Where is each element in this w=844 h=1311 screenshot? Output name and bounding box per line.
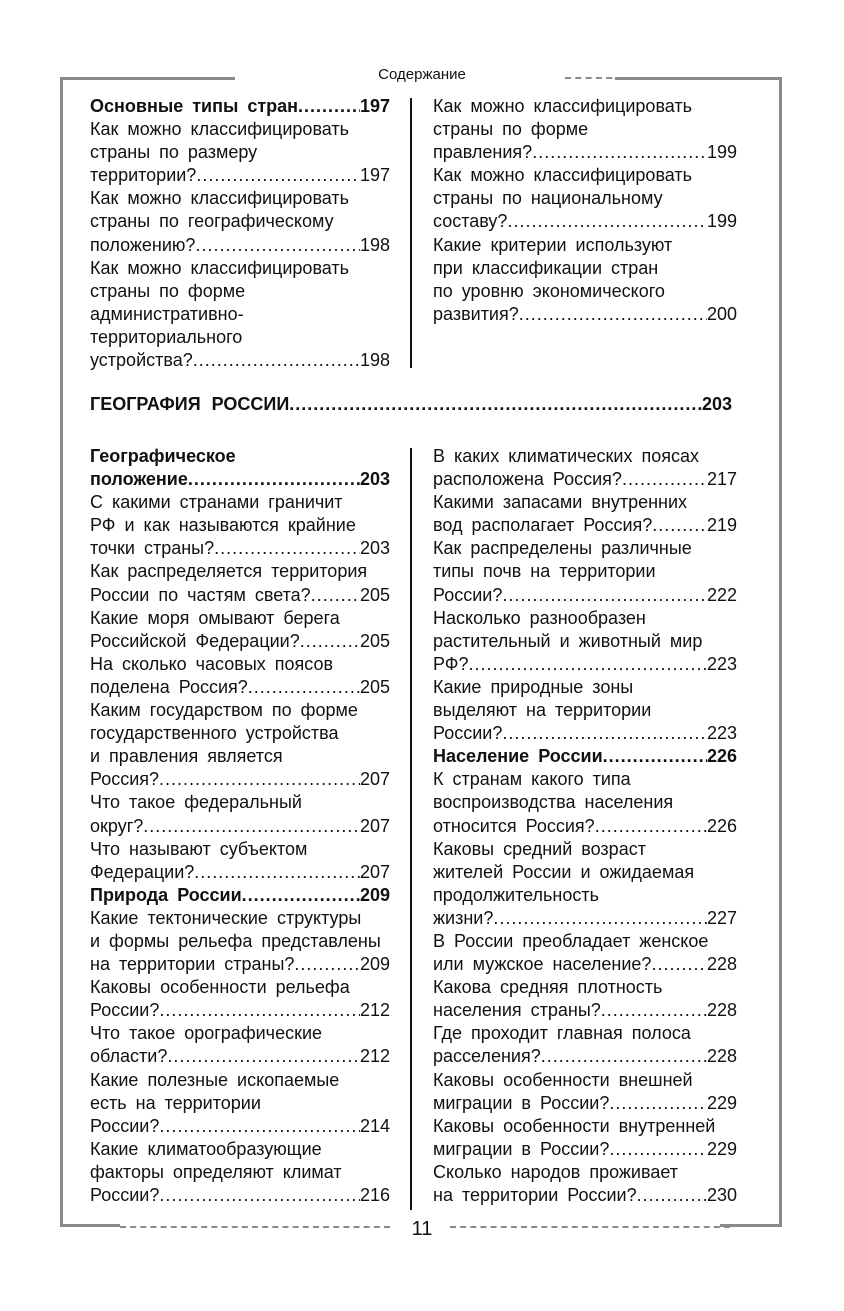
toc-entry-line <box>90 95 390 118</box>
toc-entry[interactable] <box>90 607 390 653</box>
toc-entry-line <box>90 607 390 630</box>
toc-entry-page: 217 <box>706 469 737 490</box>
toc-entry-line <box>90 468 390 491</box>
toc-entry[interactable] <box>433 491 737 537</box>
toc-entry-page: 226 <box>706 815 737 836</box>
toc-entry-line <box>90 210 390 233</box>
toc-entry-text: Как можно классифицировать <box>90 119 350 140</box>
toc-entry-page: 222 <box>706 584 737 605</box>
toc-entry[interactable] <box>433 1022 737 1068</box>
toc-entry-page: 203 <box>359 469 390 490</box>
toc-entry-line <box>90 699 390 722</box>
toc-column-bottom-right <box>433 445 737 1207</box>
section-title: ГЕОГРАФИЯ РОССИИ <box>90 394 290 414</box>
toc-entry[interactable] <box>433 1069 737 1115</box>
toc-entry[interactable] <box>433 445 737 491</box>
toc-entry-line <box>433 1069 737 1092</box>
toc-entry-text: Каким государством по форме <box>90 700 358 721</box>
toc-entry-line <box>90 537 390 560</box>
toc-entry-line <box>433 722 737 745</box>
dot-leader <box>159 768 360 791</box>
toc-entry-page: 199 <box>706 211 737 232</box>
toc-entry-text: Что такое федеральный <box>90 792 302 813</box>
toc-entry-line <box>433 907 737 930</box>
toc-entry[interactable] <box>90 560 390 606</box>
dot-leader <box>214 537 360 560</box>
toc-entry-line <box>433 584 737 607</box>
toc-entry-text: положению? <box>90 234 196 255</box>
toc-entry-text: Какие тектонические структуры <box>90 907 362 928</box>
dot-leader <box>603 745 707 768</box>
toc-entry-text: выделяют на территории <box>433 700 652 721</box>
toc-entry[interactable] <box>433 930 737 976</box>
toc-entry-page: 229 <box>706 1138 737 1159</box>
toc-entry[interactable] <box>433 607 737 676</box>
toc-entry[interactable] <box>90 95 390 118</box>
toc-entry-text: России? <box>90 1000 160 1021</box>
toc-entry[interactable] <box>90 976 390 1022</box>
toc-entry-text: страны по размеру <box>90 142 258 163</box>
toc-entry-text: жизни? <box>433 907 494 928</box>
toc-entry-text: административно- <box>90 303 244 324</box>
toc-entry-text: воспроизводства населения <box>433 792 674 813</box>
dot-leader <box>519 303 707 326</box>
toc-entry-line <box>433 930 737 953</box>
dot-leader <box>193 349 360 372</box>
toc-entry-line <box>90 768 390 791</box>
toc-entry-page: 207 <box>359 769 390 790</box>
section-page: 203 <box>701 394 732 414</box>
toc-entry-line <box>90 280 390 303</box>
toc-entry-line <box>90 999 390 1022</box>
toc-entry-text: страны по форме <box>433 119 589 140</box>
toc-entry-text: Сколько народов проживает <box>433 1161 679 1182</box>
toc-entry-text: Насколько разнообразен <box>433 607 646 628</box>
toc-entry-line <box>433 745 737 768</box>
dot-leader <box>194 861 360 884</box>
toc-entry-text: относится Россия? <box>433 815 595 836</box>
page-number: 11 <box>411 1218 433 1240</box>
dot-leader <box>609 1138 707 1161</box>
toc-entry[interactable] <box>433 537 737 606</box>
column-divider <box>410 448 412 1210</box>
toc-entry-line <box>433 514 737 537</box>
toc-entry-text: правления? <box>433 142 533 163</box>
toc-entry-line <box>90 1138 390 1161</box>
dot-leader <box>167 1045 360 1068</box>
toc-entry-page: 223 <box>706 653 737 674</box>
toc-entry-line <box>433 1115 737 1138</box>
toc-entry-line <box>433 768 737 791</box>
toc-entry-text: В каких климатических поясах <box>433 446 699 466</box>
toc-entry-line <box>90 838 390 861</box>
toc-entry-text: устройства? <box>90 350 193 371</box>
toc-entry-text: Как можно классифицировать <box>433 96 693 116</box>
toc-entry-line <box>433 676 737 699</box>
toc-entry-line <box>433 653 737 676</box>
toc-entry-text: составу? <box>433 211 508 232</box>
dot-leader <box>143 815 360 838</box>
toc-entry-page: 228 <box>706 1000 737 1021</box>
toc-entry-line <box>433 303 737 326</box>
toc-entry-line <box>90 1161 390 1184</box>
toc-entry-text: России по частям света? <box>90 584 311 605</box>
toc-entry-text: На сколько часовых поясов <box>90 653 334 674</box>
toc-entry-text: страны по национальному <box>433 188 663 209</box>
dot-leader <box>188 468 360 491</box>
toc-entry[interactable] <box>90 884 390 907</box>
toc-entry-line <box>90 1115 390 1138</box>
toc-entry-line <box>433 210 737 233</box>
toc-entry-text: Каковы средний возраст <box>433 838 646 859</box>
toc-entry-text: Географическое <box>90 446 236 466</box>
toc-entry[interactable] <box>90 838 390 884</box>
dot-leader <box>294 953 360 976</box>
toc-entry-line <box>433 953 737 976</box>
toc-entry-text: развития? <box>433 303 519 324</box>
toc-entry-page: 226 <box>706 746 737 767</box>
toc-entry-page: 205 <box>359 584 390 605</box>
toc-entry-text: растительный и животный мир <box>433 630 703 651</box>
toc-entry-text: РФ? <box>433 653 469 674</box>
toc-entry-page: 209 <box>359 954 390 975</box>
toc-entry-line <box>90 303 390 326</box>
toc-entry-line <box>433 1184 737 1207</box>
toc-entry-text: Россия? <box>90 769 160 790</box>
toc-entry-text: России? <box>90 1185 160 1205</box>
toc-entry-line <box>433 187 737 210</box>
toc-entry-text: жителей России и ожидаемая <box>433 861 695 882</box>
toc-entry[interactable] <box>90 791 390 837</box>
dot-leader <box>595 815 707 838</box>
toc-entry-line <box>90 953 390 976</box>
toc-entry-line <box>90 234 390 257</box>
toc-entry-line <box>433 1092 737 1115</box>
dot-leader <box>298 95 360 118</box>
toc-entry-text: В России преобладает женское <box>433 930 709 951</box>
toc-entry-page: 197 <box>359 165 390 186</box>
toc-entry-line <box>90 584 390 607</box>
toc-entry-page: 230 <box>706 1185 737 1205</box>
toc-entry-line <box>90 1184 390 1207</box>
toc-entry-line <box>90 1022 390 1045</box>
toc-entry-page: 228 <box>706 954 737 975</box>
toc-entry-page: 207 <box>359 815 390 836</box>
dot-leader <box>159 999 360 1022</box>
toc-entry-page: 203 <box>359 538 390 559</box>
toc-entry-page: 212 <box>359 1000 390 1021</box>
toc-entry-text: Какие полезные ископаемые <box>90 1069 340 1090</box>
toc-entry-text: Что называют субъектом <box>90 838 308 859</box>
toc-entry-text: Как можно классифицировать <box>90 257 350 278</box>
toc-entry-line <box>433 234 737 257</box>
section-heading <box>90 394 732 415</box>
toc-entry-line <box>433 607 737 630</box>
toc-entry[interactable] <box>433 1115 737 1161</box>
toc-entry-line <box>90 791 390 814</box>
toc-entry[interactable] <box>433 164 737 233</box>
dot-leader <box>651 953 707 976</box>
toc-entry[interactable] <box>90 1022 390 1068</box>
toc-entry-page: 229 <box>706 1092 737 1113</box>
toc-entry-text: страны по географическому <box>90 211 334 232</box>
column-divider <box>410 98 412 368</box>
dot-leader <box>502 584 707 607</box>
dot-leader <box>601 999 707 1022</box>
toc-entry-line <box>433 815 737 838</box>
toc-entry-text: Федерации? <box>90 861 195 882</box>
dot-leader <box>311 584 360 607</box>
toc-entry-text: и правления является <box>90 746 283 767</box>
toc-entry-page: 223 <box>706 723 737 744</box>
toc-entry[interactable] <box>90 653 390 699</box>
toc-entry-page: 207 <box>359 861 390 882</box>
toc-entry-page: 198 <box>359 350 390 371</box>
dot-leader <box>300 630 360 653</box>
toc-entry-line <box>433 699 737 722</box>
dot-leader <box>469 653 707 676</box>
toc-entry-line <box>90 1092 390 1115</box>
toc-entry-line <box>433 884 737 907</box>
toc-entry-line <box>90 491 390 514</box>
toc-entry-line <box>433 164 737 187</box>
toc-entry[interactable] <box>433 838 737 930</box>
toc-entry-line <box>90 976 390 999</box>
toc-entry-page: 200 <box>706 303 737 324</box>
dot-leader <box>159 1115 360 1138</box>
toc-entry-line <box>90 514 390 537</box>
toc-entry[interactable] <box>433 234 737 326</box>
toc-entry[interactable] <box>90 187 390 256</box>
toc-entry[interactable] <box>90 257 390 372</box>
toc-entry-line <box>90 349 390 372</box>
toc-entry-text: и формы рельефа представлены <box>90 930 381 951</box>
toc-entry-line <box>90 907 390 930</box>
toc-entry-line <box>90 560 390 583</box>
toc-entry-page: 197 <box>359 96 390 116</box>
toc-entry-text: Какие климатообразующие <box>90 1138 322 1159</box>
toc-entry-line <box>433 1138 737 1161</box>
dot-leader <box>532 141 707 164</box>
toc-entry-text: России? <box>433 723 503 744</box>
toc-entry-text: Основные типы стран <box>90 96 299 116</box>
toc-entry-page: 227 <box>706 907 737 928</box>
toc-entry-text: поделена Россия? <box>90 676 248 697</box>
toc-entry[interactable] <box>90 907 390 976</box>
toc-entry-line <box>90 1069 390 1092</box>
toc-entry-text: при классификации стран <box>433 257 659 278</box>
toc-entry-page: 209 <box>359 884 390 905</box>
toc-entry-line <box>433 257 737 280</box>
toc-entry[interactable] <box>90 1069 390 1138</box>
toc-entry-text: Какие природные зоны <box>433 676 634 697</box>
dot-leader <box>289 394 702 415</box>
toc-entry-text: населения страны? <box>433 1000 601 1021</box>
toc-entry[interactable] <box>433 976 737 1022</box>
toc-entry-line <box>90 630 390 653</box>
toc-entry-line <box>90 445 390 468</box>
dot-leader <box>652 514 707 537</box>
toc-entry-text: Природа России <box>90 884 242 905</box>
toc-entry-line <box>90 257 390 280</box>
toc-entry-text: Какова средняя плотность <box>433 977 663 998</box>
toc-entry-text: Как можно классифицировать <box>90 188 350 209</box>
dot-leader <box>159 1184 360 1207</box>
toc-entry-text: Какими запасами внутренних <box>433 492 688 513</box>
toc-column-top-right <box>433 95 737 326</box>
toc-entry-line <box>90 930 390 953</box>
toc-entry-line <box>433 1022 737 1045</box>
toc-entry-page: 216 <box>359 1185 390 1205</box>
dot-leader <box>502 722 707 745</box>
toc-entry-text: Где проходит главная полоса <box>433 1023 691 1044</box>
toc-entry-page: 214 <box>359 1115 390 1136</box>
toc-entry-text: вод располагает Россия? <box>433 515 653 536</box>
toc-entry-text: на территории России? <box>433 1185 637 1205</box>
toc-entry-text: С какими странами граничит <box>90 492 343 513</box>
toc-entry-line <box>433 491 737 514</box>
toc-entry-text: России? <box>433 584 503 605</box>
toc-entry-line <box>90 326 390 349</box>
toc-entry-text: по уровню экономического <box>433 280 665 301</box>
toc-entry-text: Как распределяется территория <box>90 561 368 582</box>
dot-leader <box>196 164 360 187</box>
toc-entry-text: на территории страны? <box>90 954 295 975</box>
toc-entry-line <box>90 815 390 838</box>
dot-leader <box>609 1092 707 1115</box>
toc-entry-text: России? <box>90 1115 160 1136</box>
toc-entry-text: положение <box>90 469 188 490</box>
dot-leader <box>242 884 360 907</box>
toc-entry-line <box>433 1161 737 1184</box>
toc-entry-line <box>90 187 390 210</box>
toc-entry-line <box>433 95 737 118</box>
toc-entry-text: миграции в России? <box>433 1138 610 1159</box>
toc-entry-line <box>90 722 390 745</box>
toc-entry-text: РФ и как называются крайние <box>90 515 356 536</box>
toc-entry[interactable] <box>433 676 737 745</box>
toc-entry-line <box>433 838 737 861</box>
toc-entry-text: округ? <box>90 815 144 836</box>
toc-entry-line <box>433 791 737 814</box>
toc-entry-text: или мужское население? <box>433 954 652 975</box>
toc-entry-line <box>433 118 737 141</box>
toc-entry-line <box>433 445 737 468</box>
toc-entry-line <box>90 861 390 884</box>
toc-entry-text: области? <box>90 1046 168 1067</box>
toc-entry-text: Какие моря омывают берега <box>90 607 340 628</box>
toc-entry[interactable] <box>90 1138 390 1207</box>
dot-leader <box>493 907 707 930</box>
toc-entry-line <box>90 745 390 768</box>
toc-entry-text: типы почв на территории <box>433 561 656 582</box>
toc-entry[interactable] <box>433 1161 737 1207</box>
toc-entry-line <box>90 1045 390 1068</box>
toc-entry-page: 199 <box>706 142 737 163</box>
toc-entry-line <box>90 653 390 676</box>
toc-entry-text: точки страны? <box>90 538 215 559</box>
toc-entry-text: территории? <box>90 165 197 186</box>
toc-entry[interactable] <box>433 745 737 768</box>
toc-entry-text: есть на территории <box>90 1092 261 1113</box>
toc-entry-text: К странам какого типа <box>433 769 631 790</box>
toc-entry-line <box>90 884 390 907</box>
toc-entry-page: 205 <box>359 676 390 697</box>
toc-entry-text: территориального <box>90 326 243 347</box>
toc-entry-line <box>433 468 737 491</box>
toc-entry[interactable] <box>433 768 737 837</box>
toc-entry-text: государственного устройства <box>90 723 339 744</box>
toc-entry-page: 219 <box>706 515 737 536</box>
toc-entry[interactable] <box>90 491 390 560</box>
toc-entry-line <box>90 118 390 141</box>
running-header: Содержание <box>378 66 466 83</box>
dot-leader <box>195 234 360 257</box>
toc-entry-line <box>90 676 390 699</box>
toc-entry-line <box>433 999 737 1022</box>
toc-entry-line <box>433 537 737 560</box>
toc-entry-text: Как можно классифицировать <box>433 165 693 186</box>
toc-entry-text: Что такое орографические <box>90 1023 323 1044</box>
toc-entry-text: страны по форме <box>90 280 246 301</box>
toc-entry-page: 198 <box>359 234 390 255</box>
toc-entry-page: 228 <box>706 1046 737 1067</box>
dot-leader <box>507 210 707 233</box>
toc-entry-text: Каковы особенности внутренней <box>433 1115 716 1136</box>
toc-entry-page: 205 <box>359 630 390 651</box>
toc-entry[interactable] <box>90 445 390 491</box>
toc-entry-line <box>90 141 390 164</box>
toc-entry-line <box>433 861 737 884</box>
toc-entry-line <box>433 976 737 999</box>
toc-entry-line <box>433 630 737 653</box>
toc-entry-text: продолжительность <box>433 884 599 905</box>
toc-entry-line <box>433 280 737 303</box>
toc-entry-text: расположена Россия? <box>433 469 622 490</box>
toc-entry-text: Каковы особенности внешней <box>433 1069 693 1090</box>
toc-entry-line <box>433 141 737 164</box>
toc-column-top-left <box>90 95 390 372</box>
toc-entry-text: Какие критерии используют <box>433 234 673 255</box>
dot-leader <box>637 1184 707 1207</box>
toc-entry-text: миграции в России? <box>433 1092 610 1113</box>
dot-leader <box>248 676 360 699</box>
toc-entry[interactable] <box>90 699 390 791</box>
toc-entry-page: 212 <box>359 1046 390 1067</box>
toc-entry-text: факторы определяют климат <box>90 1161 342 1182</box>
toc-entry[interactable] <box>433 95 737 164</box>
dot-leader <box>541 1045 707 1068</box>
toc-entry-text: Каковы особенности рельефа <box>90 977 350 998</box>
dot-leader <box>622 468 707 491</box>
toc-entry-text: расселения? <box>433 1046 541 1067</box>
toc-column-bottom-left <box>90 445 390 1207</box>
toc-entry-line <box>433 560 737 583</box>
toc-entry-text: Российской Федерации? <box>90 630 300 651</box>
toc-entry-line <box>433 1045 737 1068</box>
toc-entry-line <box>90 164 390 187</box>
toc-entry-text: Население России <box>433 746 603 767</box>
toc-entry[interactable] <box>90 118 390 187</box>
toc-entry-text: Как распределены различные <box>433 538 692 559</box>
